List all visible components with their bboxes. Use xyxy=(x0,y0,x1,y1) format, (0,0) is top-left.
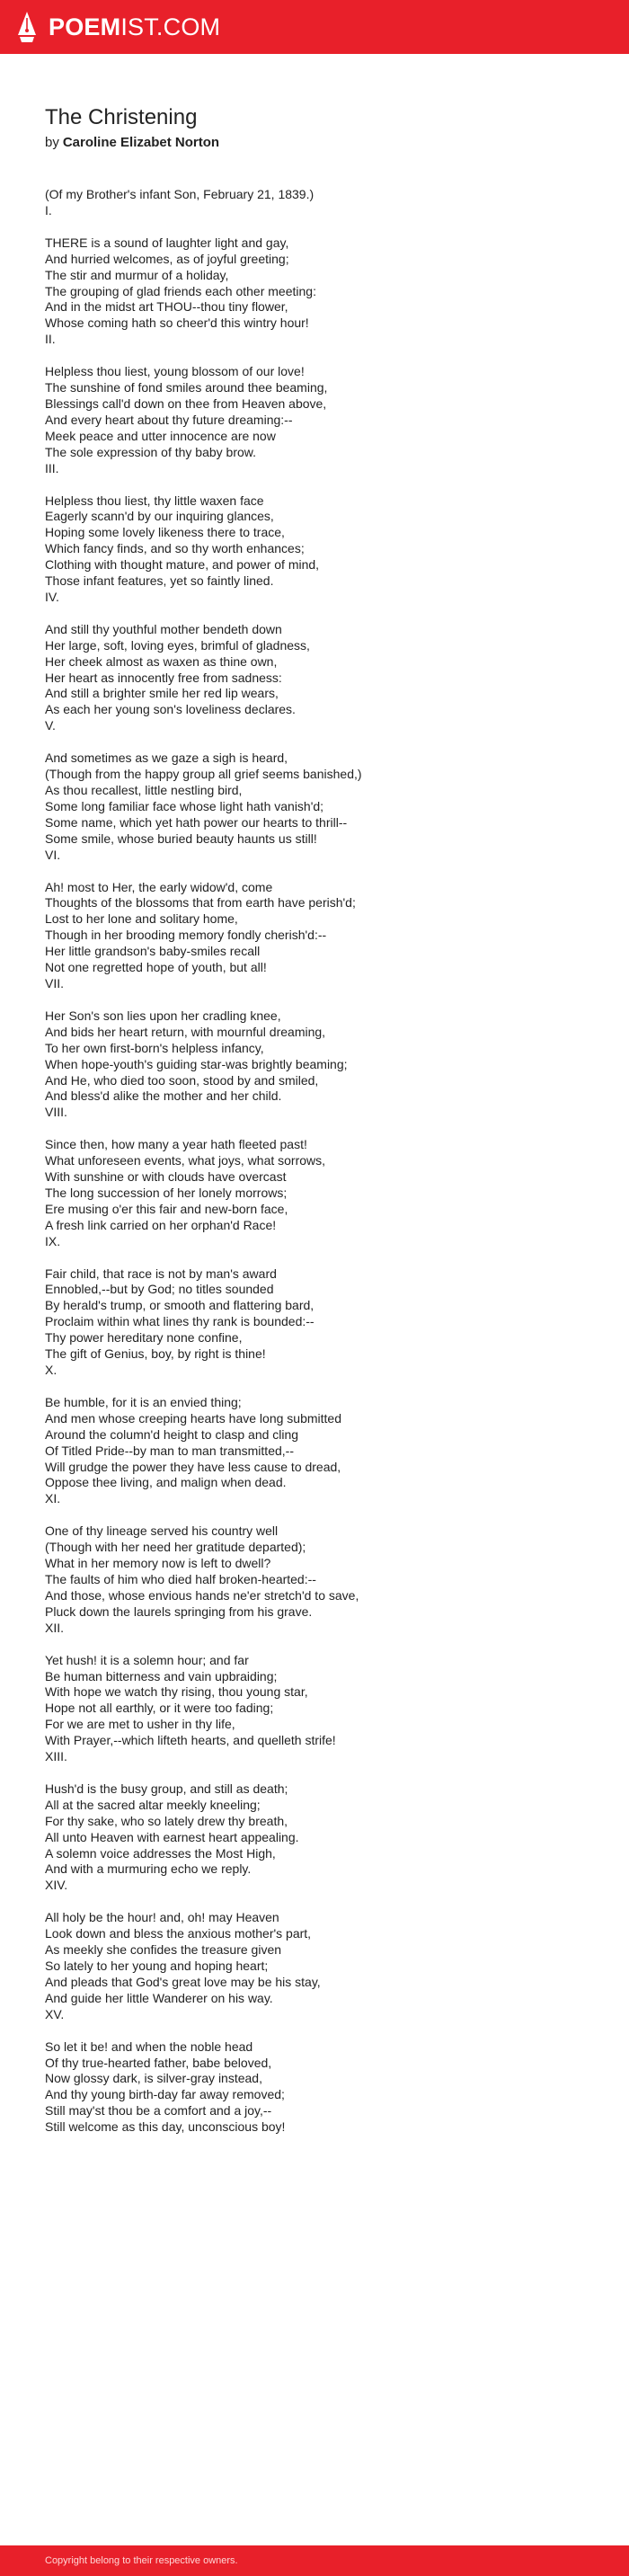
poem-stanza xyxy=(45,1395,602,1507)
poem-line: The sole expression of thy baby brow. xyxy=(45,444,257,459)
poem-line: Be human bitterness and vain upbraiding; xyxy=(45,1668,278,1683)
poem-line: Those infant features, yet so faintly lined. xyxy=(45,573,274,589)
poem-line: The gift of Genius, boy, by right is thine! xyxy=(45,1346,266,1362)
poem-line: All holy be the hour! and, oh! may Heaven xyxy=(45,1910,279,1925)
poem-line: With sunshine or with clouds have overcast xyxy=(45,1169,287,1185)
poem-line: And still thy youthful mother bendeth down xyxy=(45,621,282,636)
poem-line: For thy sake, who so lately drew thy breath, xyxy=(45,1813,288,1828)
poem-line: And bids her heart return, with mournful dreaming, xyxy=(45,1024,326,1039)
poem-line: And those, whose envious hands ne'er stretch'd to save, xyxy=(45,1587,359,1603)
poem-line: By herald's trump, or smooth and flattering bard, xyxy=(45,1298,314,1313)
poem-line: Of thy true-hearted father, babe beloved, xyxy=(45,2055,272,2070)
poem-line: What unforeseen events, what joys, what sorrows, xyxy=(45,1153,326,1168)
poem-line: And bless'd alike the mother and her child. xyxy=(45,1088,282,1104)
poem-line: And men whose creeping hearts have long submitted xyxy=(45,1410,341,1426)
poem-line: (Though from the happy group all grief seems banished,) xyxy=(45,767,362,782)
poem-line: VIII. xyxy=(45,1105,67,1120)
poem-line: Her little grandson's baby-smiles recall xyxy=(45,944,261,959)
poem-stanza xyxy=(45,364,602,476)
poem-line: X. xyxy=(45,1363,58,1377)
poem-stanza xyxy=(45,1008,602,1121)
poem-line: Meek peace and utter innocence are now xyxy=(45,428,276,443)
poem-line: Helpless thou liest, thy little waxen face xyxy=(45,493,264,508)
poem-line: Whose coming hath so cheer'd this wintry hour! xyxy=(45,315,309,331)
poem-stanza xyxy=(45,1523,602,1636)
poem-line: Her cheek almost as waxen as thine own, xyxy=(45,653,278,669)
poem-line: Though in her brooding memory fondly cherish'd:-- xyxy=(45,928,327,943)
poem-line: Hoping some lovely likeness there to trace, xyxy=(45,525,285,540)
poem-line: And in the midst art THOU--thou tiny flower, xyxy=(45,299,288,315)
quill-nib-icon[interactable] xyxy=(16,11,38,43)
poem-line: And guide her little Wanderer on his way. xyxy=(45,1990,273,2005)
poem-stanza xyxy=(45,622,602,734)
poem-line: IX. xyxy=(45,1233,61,1248)
poem-stanza xyxy=(45,235,602,348)
poem-stanza xyxy=(45,880,602,992)
poem-line: Her large, soft, loving eyes, brimful of gladness, xyxy=(45,637,310,653)
poem-stanza xyxy=(45,751,602,863)
poem-line: The sunshine of fond smiles around thee beaming, xyxy=(45,380,328,395)
poem-line: What in her memory now is left to dwell? xyxy=(45,1556,271,1571)
poem-line: I. xyxy=(45,202,52,218)
poem-line: The grouping of glad friends each other meeting: xyxy=(45,283,316,298)
poem-line: And hurried welcomes, as of joyful greeting; xyxy=(45,251,289,266)
poem-line: Clothing with thought mature, and power of mind, xyxy=(45,557,320,573)
poem-line: Her Son's son lies upon her cradling knee, xyxy=(45,1008,281,1023)
by-label: by xyxy=(45,135,59,150)
poem-stanza xyxy=(45,1781,602,1894)
poem-line: Blessings call'd down on thee from Heaven above, xyxy=(45,395,327,411)
poem-line: So lately to her young and hoping heart; xyxy=(45,1959,269,1973)
poem-line: Eagerly scann'd by our inquiring glances, xyxy=(45,509,274,524)
poem-line: Be humble, for it is an envied thing; xyxy=(45,1394,242,1409)
poem-line: A fresh link carried on her orphan'd Race! xyxy=(45,1217,277,1232)
poem-line: One of thy lineage served his country well xyxy=(45,1523,279,1539)
poem-line: And with a murmuring echo we reply. xyxy=(45,1861,252,1877)
poem-line: Ennobled,--but by God; no titles sounded xyxy=(45,1282,274,1297)
poem-line: As meekly she confides the treasure given xyxy=(45,1942,282,1958)
site-logo[interactable] xyxy=(49,0,220,54)
poem-line: Yet hush! it is a solemn hour; and far xyxy=(45,1652,249,1667)
poem-line: With hope we watch thy rising, thou young star, xyxy=(45,1684,308,1700)
poem-line: Some smile, whose buried beauty haunts us still! xyxy=(45,831,317,846)
poem-line: Which fancy finds, and so thy worth enhances; xyxy=(45,541,305,556)
poem-line: The faults of him who died half broken-hearted:-- xyxy=(45,1571,316,1586)
poem-line: Of Titled Pride--by man to man transmitted,-- xyxy=(45,1443,294,1458)
poem-line: Ere musing o'er this fair and new-born face, xyxy=(45,1201,288,1216)
poem-line: As thou recallest, little nestling bird, xyxy=(45,783,243,797)
poem-line: And He, who died too soon, stood by and smiled, xyxy=(45,1072,319,1088)
author-link[interactable]: Caroline Elizabet Norton xyxy=(62,135,220,150)
poem-line: With Prayer,--which lifteth hearts, and quelleth strife! xyxy=(45,1733,336,1748)
site-footer xyxy=(0,2545,629,2576)
poem-line: XIV. xyxy=(45,1878,68,1893)
poem-line: A solemn voice addresses the Most High, xyxy=(45,1845,276,1861)
poem-line: Oppose thee living, and malign when dead. xyxy=(45,1475,287,1490)
poem-line: XII. xyxy=(45,1620,65,1635)
poem-line: Not one regretted hope of youth, but all! xyxy=(45,960,267,975)
poem-line: IV. xyxy=(45,589,59,604)
poem-line: And sometimes as we gaze a sigh is heard, xyxy=(45,751,288,766)
poem-body xyxy=(45,187,602,2136)
poem-line: As each her young son's loveliness declares. xyxy=(45,702,296,717)
poem-line: The stir and murmur of a holiday, xyxy=(45,267,229,282)
poem-line: THERE is a sound of laughter light and gay, xyxy=(45,235,289,250)
poem-stanza xyxy=(45,1137,602,1249)
poem-line: And every heart about thy future dreaming:-- xyxy=(45,412,293,427)
byline xyxy=(45,133,602,153)
poem-line: All at the sacred altar meekly kneeling; xyxy=(45,1797,261,1812)
poem-line: Her heart as innocently free from sadness: xyxy=(45,670,282,685)
poem-line: Since then, how many a year hath fleeted past! xyxy=(45,1137,307,1152)
poem-line: And still a brighter smile her red lip wears, xyxy=(45,686,279,701)
poem-line: For we are met to usher in thy life, xyxy=(45,1717,235,1732)
poem-content xyxy=(45,104,602,2152)
poem-stanza xyxy=(45,2039,602,2136)
poem-line: Proclaim within what lines thy rank is bounded:-- xyxy=(45,1314,314,1329)
poem-line: Helpless thou liest, young blossom of our love! xyxy=(45,364,305,379)
poem-line: VI. xyxy=(45,847,61,862)
poem-line: XI. xyxy=(45,1491,61,1506)
poem-line: Thoughts of the blossoms that from earth have perish'd; xyxy=(45,895,356,910)
poem-stanza xyxy=(45,493,602,606)
poem-line: Fair child, that race is not by man's award xyxy=(45,1266,277,1281)
site-header xyxy=(0,0,629,54)
poem-line: So let it be! and when the noble head xyxy=(45,2039,253,2054)
poem-line: Look down and bless the anxious mother's part, xyxy=(45,1926,312,1941)
poem-line: The long succession of her lonely morrows; xyxy=(45,1185,288,1200)
poem-line: Still may'st thou be a comfort and a joy,-- xyxy=(45,2103,272,2119)
copyright-text: Copyright belong to their respective owners. xyxy=(45,2555,238,2566)
poem-line: Lost to her lone and solitary home, xyxy=(45,911,238,927)
poem-line: All unto Heaven with earnest heart appealing. xyxy=(45,1829,299,1844)
poem-stanza xyxy=(45,1910,602,2022)
poem-line: (Of my Brother's infant Son, February 21, 1839.) xyxy=(45,187,314,201)
poem-stanza xyxy=(45,1266,602,1379)
poem-line: Around the column'd height to clasp and cling xyxy=(45,1426,299,1442)
poem-line: Now glossy dark, is silver-gray instead, xyxy=(45,2071,262,2086)
poem-line: And thy young birth-day far away removed; xyxy=(45,2087,285,2102)
poem-line: VII. xyxy=(45,975,65,990)
poem-line: Hush'd is the busy group, and still as death; xyxy=(45,1781,288,1796)
poem-line: (Though with her need her gratitude departed); xyxy=(45,1540,306,1555)
poem-line: XIII. xyxy=(45,1749,67,1764)
poem-stanza xyxy=(45,187,602,219)
poem-stanza xyxy=(45,1653,602,1765)
poem-title: The Christening xyxy=(45,105,198,129)
poem-line: Still welcome as this day, unconscious boy! xyxy=(45,2119,286,2135)
poem-line: XV. xyxy=(45,2006,65,2021)
poem-line: Hope not all earthly, or it were too fading; xyxy=(45,1701,274,1716)
poem-line: V. xyxy=(45,718,56,733)
poem-line: Pluck down the laurels springing from his grave. xyxy=(45,1603,313,1619)
logo-bold-text: POEM xyxy=(49,13,121,40)
poem-line: Will grudge the power they have less cause to dread, xyxy=(45,1459,341,1474)
poem-line: To her own first-born's helpless infancy, xyxy=(45,1040,264,1055)
logo-light-text: IST.COM xyxy=(120,13,221,40)
poem-line: Ah! most to Her, the early widow'd, come xyxy=(45,879,273,894)
poem-line: Thy power hereditary none confine, xyxy=(45,1330,243,1346)
poem-line: Some long familiar face whose light hath vanish'd; xyxy=(45,798,324,813)
poem-line: And pleads that God's great love may be his stay, xyxy=(45,1974,321,1989)
poem-line: When hope-youth's guiding star-was brightly beaming; xyxy=(45,1056,348,1071)
poem-line: Some name, which yet hath power our hearts to thrill-- xyxy=(45,814,348,830)
poem-line: III. xyxy=(45,460,59,475)
poem-line: II. xyxy=(45,332,56,347)
